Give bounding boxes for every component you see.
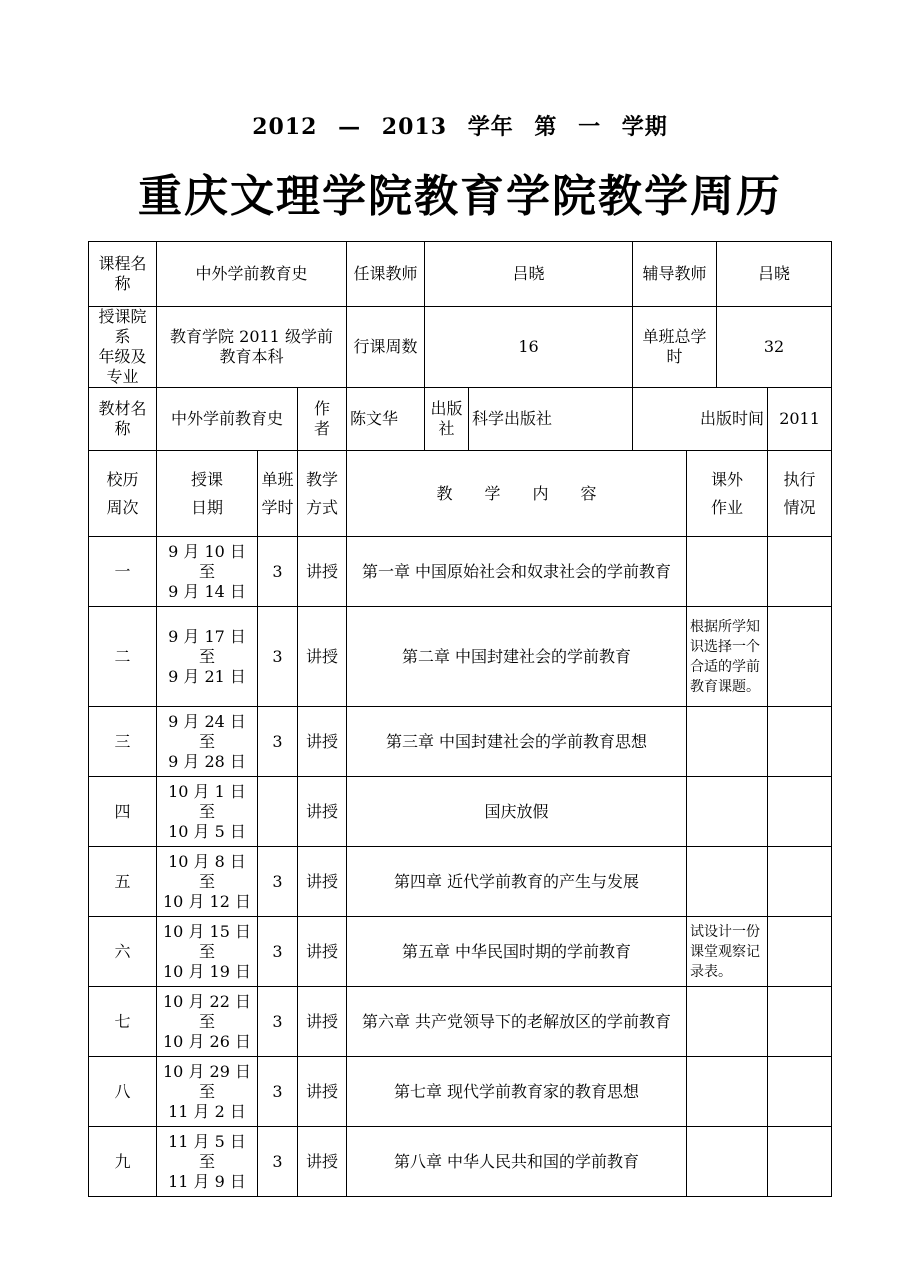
homework-cell — [687, 707, 768, 777]
content-cell: 第一章 中国原始社会和奴隶社会的学前教育 — [347, 537, 687, 607]
content-cell: 第四章 近代学前教育的产生与发展 — [347, 847, 687, 917]
table-row — [89, 847, 832, 917]
publisher-value: 科学出版社 — [469, 388, 633, 451]
author-value: 陈文华 — [347, 388, 425, 451]
hours-cell: 3 — [258, 1127, 298, 1197]
date-from: 10 月 1 日 — [168, 781, 246, 801]
method-cell: 讲授 — [298, 1057, 347, 1127]
table-row — [89, 707, 832, 777]
date-to-word: 至 — [198, 801, 215, 821]
author-label-line-2: 者 — [313, 419, 330, 438]
author-label-line-1: 作 — [313, 399, 330, 418]
header-week-line-2: 周次 — [106, 497, 139, 517]
date-cell — [157, 777, 258, 847]
header-homework — [687, 451, 768, 537]
header-week — [89, 451, 157, 537]
weeks-value: 16 — [425, 307, 633, 388]
year-dash: — — [338, 114, 362, 140]
content-cell: 第二章 中国封建社会的学前教育 — [347, 607, 687, 707]
week-cell: 八 — [89, 1057, 157, 1127]
date-from: 9 月 17 日 — [168, 626, 246, 646]
header-date-line-1: 授课 — [190, 469, 223, 489]
date-to-word: 至 — [198, 561, 215, 581]
header-method-line-2: 方式 — [305, 497, 338, 517]
publisher-label-line-2: 社 — [438, 419, 455, 438]
method-cell: 讲授 — [298, 987, 347, 1057]
date-to-word: 至 — [198, 1151, 215, 1171]
term-word: 学期 — [621, 114, 668, 140]
table-row — [89, 987, 832, 1057]
table-row — [89, 607, 832, 707]
calendar-table — [88, 241, 832, 1197]
publisher-label-line-1: 出版 — [430, 399, 463, 418]
header-method — [298, 451, 347, 537]
date-cell — [157, 607, 258, 707]
week-cell: 七 — [89, 987, 157, 1057]
course-label: 课程名称 — [89, 242, 157, 307]
week-cell: 四 — [89, 777, 157, 847]
date-cell — [157, 847, 258, 917]
dept-label-line-2: 年级及专业 — [98, 347, 147, 386]
header-content: 教 学 内 容 — [347, 451, 687, 537]
hours-cell — [258, 777, 298, 847]
teacher-label: 任课教师 — [347, 242, 425, 307]
status-cell — [768, 987, 832, 1057]
content-cell: 第八章 中华人民共和国的学前教育 — [347, 1127, 687, 1197]
header-status — [768, 451, 832, 537]
date-to-word: 至 — [198, 1011, 215, 1031]
hours-total-value: 32 — [717, 307, 832, 388]
date-from: 10 月 8 日 — [168, 851, 246, 871]
status-cell — [768, 707, 832, 777]
week-cell: 三 — [89, 707, 157, 777]
date-cell — [157, 1127, 258, 1197]
date-to: 10 月 5 日 — [168, 821, 246, 841]
info-row-course — [89, 242, 832, 307]
status-cell — [768, 537, 832, 607]
page-title: 重庆文理学院教育学院教学周历 — [138, 171, 782, 222]
publisher-label — [425, 388, 469, 451]
status-cell — [768, 847, 832, 917]
date-from: 10 月 15 日 — [163, 921, 251, 941]
hours-cell: 3 — [258, 537, 298, 607]
date-to: 11 月 2 日 — [168, 1101, 246, 1121]
table-row — [89, 537, 832, 607]
year-word: 学年 — [467, 114, 514, 140]
week-cell: 五 — [89, 847, 157, 917]
dept-label — [89, 307, 157, 388]
table-row — [89, 1057, 832, 1127]
header-hours — [258, 451, 298, 537]
method-cell: 讲授 — [298, 537, 347, 607]
info-row-book — [89, 388, 832, 451]
header-homework-line-2: 作业 — [711, 497, 744, 517]
homework-cell — [687, 987, 768, 1057]
weeks-label: 行课周数 — [347, 307, 425, 388]
content-cell: 第三章 中国封建社会的学前教育思想 — [347, 707, 687, 777]
header-hours-line-2: 学时 — [261, 497, 294, 517]
week-cell: 六 — [89, 917, 157, 987]
table-row — [89, 917, 832, 987]
header-hours-line-1: 单班 — [261, 469, 294, 489]
homework-cell — [687, 537, 768, 607]
status-cell — [768, 917, 832, 987]
header-status-line-2: 情况 — [783, 497, 816, 517]
homework-cell — [687, 1057, 768, 1127]
date-from: 9 月 24 日 — [168, 711, 246, 731]
table-row — [89, 1127, 832, 1197]
status-cell — [768, 1127, 832, 1197]
hours-cell: 3 — [258, 847, 298, 917]
year-start: 2012 — [252, 114, 318, 140]
hours-cell: 3 — [258, 607, 298, 707]
status-cell — [768, 777, 832, 847]
header-week-line-1: 校历 — [106, 469, 139, 489]
hours-cell: 3 — [258, 707, 298, 777]
hours-cell: 3 — [258, 987, 298, 1057]
date-to-word: 至 — [198, 1081, 215, 1101]
pubtime-value: 2011 — [768, 388, 832, 451]
date-to-word: 至 — [198, 871, 215, 891]
year-end: 2013 — [381, 114, 448, 140]
date-to: 9 月 14 日 — [168, 581, 246, 601]
author-label — [298, 388, 347, 451]
date-from: 9 月 10 日 — [168, 541, 246, 561]
date-cell — [157, 987, 258, 1057]
date-to: 10 月 12 日 — [163, 891, 251, 911]
tutor-label: 辅导教师 — [633, 242, 717, 307]
content-cell: 第五章 中华民国时期的学前教育 — [347, 917, 687, 987]
pubtime-label: 出版时间 — [633, 388, 768, 451]
term-di: 第 — [534, 114, 558, 140]
date-cell — [157, 917, 258, 987]
method-cell: 讲授 — [298, 777, 347, 847]
date-to-word: 至 — [198, 941, 215, 961]
week-cell: 九 — [89, 1127, 157, 1197]
header-status-line-1: 执行 — [783, 469, 816, 489]
homework-cell: 根据所学知识选择一个合适的学前教育课题。 — [687, 607, 768, 707]
date-from: 10 月 29 日 — [163, 1061, 251, 1081]
method-cell: 讲授 — [298, 1127, 347, 1197]
tutor-value: 吕晓 — [717, 242, 832, 307]
date-cell — [157, 707, 258, 777]
date-to-word: 至 — [198, 646, 215, 666]
method-cell: 讲授 — [298, 917, 347, 987]
header-date-line-2: 日期 — [190, 497, 223, 517]
book-value: 中外学前教育史 — [157, 388, 298, 451]
homework-cell: 试设计一份课堂观察记录表。 — [687, 917, 768, 987]
dept-value-line-2: 教育本科 — [219, 347, 284, 366]
table-row — [89, 777, 832, 847]
method-cell: 讲授 — [298, 607, 347, 707]
date-cell — [157, 1057, 258, 1127]
hours-cell: 3 — [258, 917, 298, 987]
dept-label-line-1: 授课院系 — [98, 307, 147, 346]
header-method-line-1: 教学 — [305, 469, 338, 489]
date-to: 11 月 9 日 — [168, 1171, 246, 1191]
homework-cell — [687, 777, 768, 847]
method-cell: 讲授 — [298, 707, 347, 777]
term-number: 一 — [578, 114, 602, 140]
date-from: 10 月 22 日 — [163, 991, 251, 1011]
date-to: 9 月 28 日 — [168, 751, 246, 771]
date-to: 10 月 26 日 — [163, 1031, 251, 1051]
dept-value — [157, 307, 347, 388]
method-cell: 讲授 — [298, 847, 347, 917]
status-cell — [768, 607, 832, 707]
header-date — [157, 451, 258, 537]
info-row-dept — [89, 307, 832, 388]
date-from: 11 月 5 日 — [168, 1131, 246, 1151]
date-to: 9 月 21 日 — [168, 666, 246, 686]
schedule-header-row — [89, 451, 832, 537]
content-cell: 第七章 现代学前教育家的教育思想 — [347, 1057, 687, 1127]
content-cell: 第六章 共产党领导下的老解放区的学前教育 — [347, 987, 687, 1057]
book-label: 教材名称 — [89, 388, 157, 451]
teacher-value: 吕晓 — [425, 242, 633, 307]
dept-value-line-1: 教育学院 2011 级学前 — [170, 327, 333, 346]
term-subtitle — [0, 110, 920, 141]
date-to-word: 至 — [198, 731, 215, 751]
hours-total-label: 单班总学时 — [633, 307, 717, 388]
date-to: 10 月 19 日 — [163, 961, 251, 981]
homework-cell — [687, 1127, 768, 1197]
date-cell — [157, 537, 258, 607]
week-cell: 一 — [89, 537, 157, 607]
hours-cell: 3 — [258, 1057, 298, 1127]
header-homework-line-1: 课外 — [711, 469, 744, 489]
status-cell — [768, 1057, 832, 1127]
week-cell: 二 — [89, 607, 157, 707]
homework-cell — [687, 847, 768, 917]
content-cell: 国庆放假 — [347, 777, 687, 847]
course-value: 中外学前教育史 — [157, 242, 347, 307]
